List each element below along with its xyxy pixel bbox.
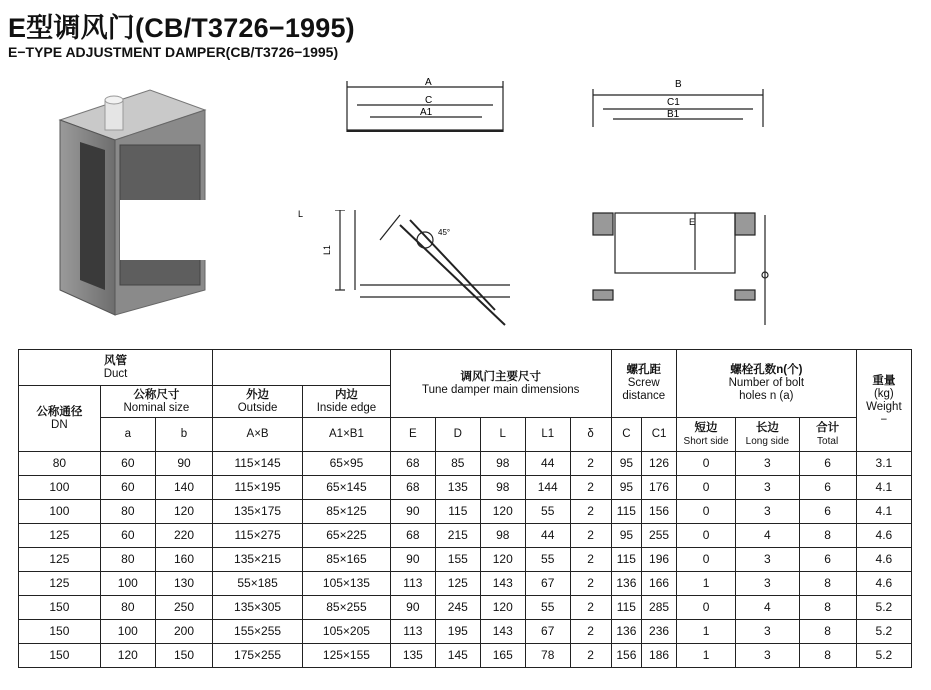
table-cell: 67 — [525, 620, 570, 644]
table-cell: 2 — [570, 500, 611, 524]
table-cell: 95 — [611, 452, 642, 476]
table-cell: 200 — [155, 620, 212, 644]
outside-header: 外边 Outside — [213, 386, 303, 418]
table-cell: 140 — [155, 476, 212, 500]
table-cell: 166 — [642, 572, 677, 596]
table-cell: 3 — [736, 548, 799, 572]
table-cell: 3 — [736, 644, 799, 668]
dims-header: 调风门主要尺寸 Tune damper main dimensions — [390, 350, 611, 418]
table-row — [19, 452, 912, 476]
table-cell: 186 — [642, 644, 677, 668]
table-cell: 125 — [435, 572, 480, 596]
table-cell: 125 — [19, 524, 101, 548]
damper-photo — [20, 80, 230, 320]
table-cell: 155×255 — [213, 620, 303, 644]
table-cell: 175×255 — [213, 644, 303, 668]
col-c: C — [611, 418, 642, 452]
dim-c1-label: C1 — [667, 97, 680, 108]
spec-table — [18, 349, 912, 668]
inside-header: 内边 Inside edge — [303, 386, 391, 418]
table-cell: 0 — [676, 596, 735, 620]
table-cell: 65×145 — [303, 476, 391, 500]
table-cell: 2 — [570, 548, 611, 572]
table-cell: 3 — [736, 572, 799, 596]
table-cell: 1 — [676, 620, 735, 644]
table-cell: 160 — [155, 548, 212, 572]
table-cell: 6 — [799, 548, 856, 572]
table-cell: 90 — [390, 548, 435, 572]
table-cell: 100 — [19, 476, 101, 500]
table-cell: 95 — [611, 476, 642, 500]
table-cell: 155 — [435, 548, 480, 572]
table-row — [19, 548, 912, 572]
table-cell: 135×175 — [213, 500, 303, 524]
col-long-side: 长边 Long side — [736, 418, 799, 452]
table-cell: 2 — [570, 572, 611, 596]
table-cell: 68 — [390, 524, 435, 548]
table-cell: 4 — [736, 524, 799, 548]
table-cell: 115 — [435, 500, 480, 524]
table-cell: 150 — [155, 644, 212, 668]
weight-header: 重量 (kg) Weight − — [856, 350, 911, 452]
table-cell: 78 — [525, 644, 570, 668]
table-row — [19, 524, 912, 548]
table-cell: 55 — [525, 548, 570, 572]
table-cell: 5.2 — [856, 644, 911, 668]
duct-header: 风管 Duct — [19, 350, 213, 386]
table-cell: 100 — [100, 620, 155, 644]
table-cell: 80 — [100, 596, 155, 620]
table-cell: 196 — [642, 548, 677, 572]
table-cell: 5.2 — [856, 620, 911, 644]
table-cell: 60 — [100, 524, 155, 548]
table-cell: 55×185 — [213, 572, 303, 596]
screw-header: 螺孔距 Screw distance — [611, 350, 676, 418]
table-cell: 8 — [799, 524, 856, 548]
table-cell: 115×145 — [213, 452, 303, 476]
table-cell: 150 — [19, 644, 101, 668]
side-view-drawing — [585, 75, 785, 335]
dim-b-label: B — [675, 79, 682, 90]
table-cell: 144 — [525, 476, 570, 500]
table-cell: 115 — [611, 596, 642, 620]
blank-header — [213, 350, 391, 386]
table-cell: 44 — [525, 452, 570, 476]
table-cell: 4.1 — [856, 476, 911, 500]
table-cell: 6 — [799, 500, 856, 524]
page-title: E型调风门(CB/T3726−1995) — [8, 13, 355, 43]
table-cell: 6 — [799, 476, 856, 500]
table-row — [19, 596, 912, 620]
table-cell: 100 — [19, 500, 101, 524]
table-cell: 0 — [676, 500, 735, 524]
table-cell: 0 — [676, 548, 735, 572]
table-cell: 120 — [480, 548, 525, 572]
table-cell: 285 — [642, 596, 677, 620]
table-cell: 0 — [676, 524, 735, 548]
table-cell: 65×95 — [303, 452, 391, 476]
table-cell: 3 — [736, 476, 799, 500]
table-cell: 55 — [525, 596, 570, 620]
col-axb: A×B — [213, 418, 303, 452]
dim-b1-label: B1 — [667, 109, 680, 120]
table-cell: 156 — [611, 644, 642, 668]
table-cell: 135 — [390, 644, 435, 668]
table-cell: 4 — [736, 596, 799, 620]
spec-table-body — [19, 452, 912, 668]
table-cell: 95 — [611, 524, 642, 548]
table-cell: 195 — [435, 620, 480, 644]
col-l: L — [480, 418, 525, 452]
dn-header: 公称通径 DN — [19, 386, 101, 452]
table-cell: 136 — [611, 620, 642, 644]
table-cell: 3 — [736, 500, 799, 524]
table-cell: 68 — [390, 452, 435, 476]
page-subtitle: E−TYPE ADJUSTMENT DAMPER(CB/T3726−1995) — [8, 44, 339, 60]
table-cell: 98 — [480, 476, 525, 500]
table-cell: 0 — [676, 476, 735, 500]
table-cell: 8 — [799, 620, 856, 644]
table-cell: 100 — [100, 572, 155, 596]
table-cell: 5.2 — [856, 596, 911, 620]
table-row — [19, 572, 912, 596]
table-cell: 236 — [642, 620, 677, 644]
table-cell: 8 — [799, 572, 856, 596]
table-cell: 80 — [19, 452, 101, 476]
table-cell: 130 — [155, 572, 212, 596]
table-cell: 98 — [480, 452, 525, 476]
table-cell: 120 — [480, 596, 525, 620]
table-cell: 115×195 — [213, 476, 303, 500]
col-delta: δ — [570, 418, 611, 452]
table-cell: 113 — [390, 620, 435, 644]
dim-c-label: C — [425, 95, 433, 106]
col-total: 合计 Total — [799, 418, 856, 452]
table-cell: 3 — [736, 452, 799, 476]
table-cell: 135×215 — [213, 548, 303, 572]
table-cell: 85 — [435, 452, 480, 476]
bolt-header: 螺栓孔数n(个) Number of bolt holes n (a) — [676, 350, 856, 418]
table-cell: 1 — [676, 644, 735, 668]
table-cell: 80 — [100, 548, 155, 572]
table-cell: 165 — [480, 644, 525, 668]
dim-l-label: L — [298, 209, 304, 219]
table-cell: 126 — [642, 452, 677, 476]
table-cell: 1 — [676, 572, 735, 596]
col-e: E — [390, 418, 435, 452]
table-cell: 150 — [19, 620, 101, 644]
dim-l1-label: L1 — [322, 244, 332, 255]
col-short-side: 短边 Short side — [676, 418, 735, 452]
table-cell: 85×165 — [303, 548, 391, 572]
table-cell: 115×275 — [213, 524, 303, 548]
table-cell: 135×305 — [213, 596, 303, 620]
col-a: a — [100, 418, 155, 452]
table-cell: 90 — [155, 452, 212, 476]
table-row — [19, 476, 912, 500]
table-cell: 2 — [570, 476, 611, 500]
table-row — [19, 644, 912, 668]
table-cell: 3.1 — [856, 452, 911, 476]
table-cell: 4.1 — [856, 500, 911, 524]
table-cell: 125 — [19, 548, 101, 572]
nominal-header: 公称尺寸 Nominal size — [100, 386, 212, 418]
table-cell: 3 — [736, 620, 799, 644]
table-cell: 255 — [642, 524, 677, 548]
table-cell: 90 — [390, 596, 435, 620]
table-cell: 2 — [570, 596, 611, 620]
table-cell: 44 — [525, 524, 570, 548]
table-cell: 4.6 — [856, 524, 911, 548]
dim-angle-label: 45° — [438, 228, 451, 237]
dim-e-label: E — [689, 217, 696, 227]
table-cell: 2 — [570, 644, 611, 668]
table-cell: 120 — [100, 644, 155, 668]
table-cell: 67 — [525, 572, 570, 596]
table-cell: 113 — [390, 572, 435, 596]
table-cell: 176 — [642, 476, 677, 500]
table-cell: 8 — [799, 596, 856, 620]
table-cell: 245 — [435, 596, 480, 620]
table-cell: 145 — [435, 644, 480, 668]
table-cell: 135 — [435, 476, 480, 500]
table-cell: 143 — [480, 620, 525, 644]
table-cell: 125×155 — [303, 644, 391, 668]
dim-a1-label: A1 — [420, 107, 433, 118]
table-cell: 90 — [390, 500, 435, 524]
front-view-drawing — [290, 75, 520, 335]
table-cell: 98 — [480, 524, 525, 548]
table-cell: 120 — [155, 500, 212, 524]
col-l1: L1 — [525, 418, 570, 452]
table-cell: 136 — [611, 572, 642, 596]
table-cell: 2 — [570, 620, 611, 644]
table-cell: 120 — [480, 500, 525, 524]
table-cell: 105×135 — [303, 572, 391, 596]
col-c1: C1 — [642, 418, 677, 452]
table-cell: 115 — [611, 500, 642, 524]
table-cell: 68 — [390, 476, 435, 500]
table-cell: 0 — [676, 452, 735, 476]
table-cell: 6 — [799, 452, 856, 476]
table-row — [19, 620, 912, 644]
table-cell: 4.6 — [856, 572, 911, 596]
table-cell: 156 — [642, 500, 677, 524]
table-cell: 105×205 — [303, 620, 391, 644]
table-cell: 8 — [799, 644, 856, 668]
dim-a-label: A — [425, 77, 432, 88]
table-cell: 80 — [100, 500, 155, 524]
table-cell: 85×125 — [303, 500, 391, 524]
table-row — [19, 500, 912, 524]
table-cell: 125 — [19, 572, 101, 596]
table-cell: 150 — [19, 596, 101, 620]
col-d: D — [435, 418, 480, 452]
col-b: b — [155, 418, 212, 452]
table-cell: 55 — [525, 500, 570, 524]
table-cell: 60 — [100, 452, 155, 476]
table-cell: 2 — [570, 524, 611, 548]
col-a1b1: A1×B1 — [303, 418, 391, 452]
table-cell: 65×225 — [303, 524, 391, 548]
table-cell: 85×255 — [303, 596, 391, 620]
table-cell: 2 — [570, 452, 611, 476]
table-cell: 215 — [435, 524, 480, 548]
table-cell: 115 — [611, 548, 642, 572]
table-cell: 60 — [100, 476, 155, 500]
table-cell: 220 — [155, 524, 212, 548]
table-cell: 250 — [155, 596, 212, 620]
table-cell: 4.6 — [856, 548, 911, 572]
table-cell: 143 — [480, 572, 525, 596]
